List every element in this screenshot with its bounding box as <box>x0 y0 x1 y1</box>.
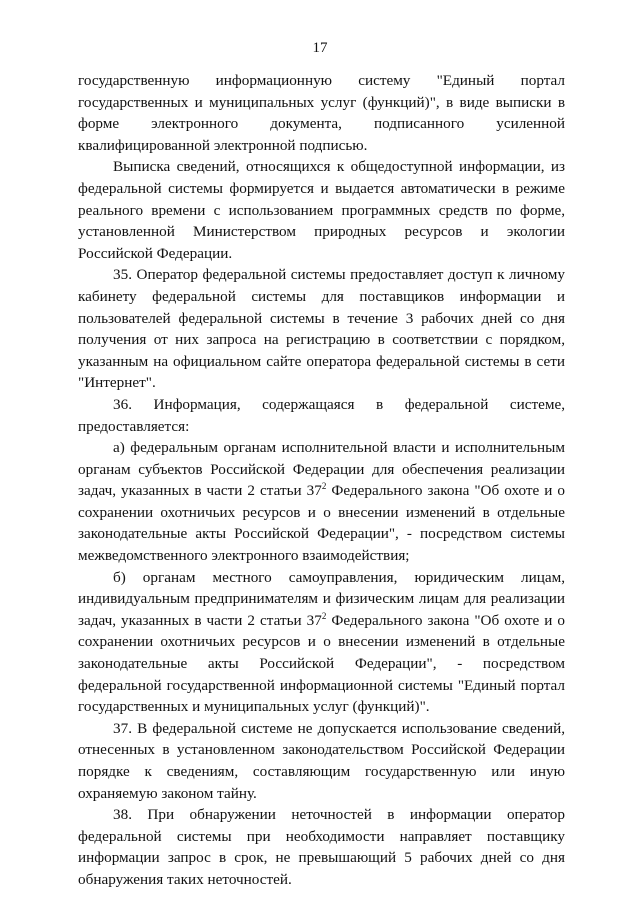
paragraph-35: 35. Оператор федеральной системы предоставляет доступ к личному кабинету федеральной системы для поставщиков информации и пользователей федеральной системы в течение 3 рабочих дней со дня получения от них запроса на регистрацию в соответствии с порядком, указанным на официальном сайте оператора федеральной системы в сети "Интернет". <box>78 266 565 392</box>
paragraph-36-b-text-1: б) органам местного самоуправления, юридическим лицам, индивидуальным предпринимателям и физическим лицам для реализации задач, указанных в части 2 статьи 37 <box>78 568 565 629</box>
paragraph-36: 36. Информация, содержащаяся в федеральной системе, предоставляется: <box>78 395 565 435</box>
paragraph-36-b <box>78 567 565 718</box>
paragraph-36-a <box>78 437 565 567</box>
page-number: 17 <box>312 40 328 56</box>
paragraph-37: 37. В федеральной системе не допускается использование сведений, отнесенных в установленном законодательством Российской Федерации порядке к сведениям, составляющим государственную или иную охраняемую законом тайну. <box>78 719 565 802</box>
paragraph-36-a-text-1: а) федеральным органам исполнительной власти и исполнительным органам субъектов Российской Федерации для обеспечения реализации задач, указанных в части 2 статьи 37 <box>78 439 565 500</box>
paragraph-38: 38. При обнаружении неточностей в информации оператор федеральной системы при необходимости направляет поставщику информации запрос в срок, не превышающий 5 рабочих дней со дня обнаружения таких неточностей. <box>78 806 565 888</box>
paragraph-extract-info: Выписка сведений, относящихся к общедоступной информации, из федеральной системы формируется и выдается автоматически в режиме реального времени с использованием программных средств по форме, установленной Министерством природных ресурсов и экологии Российской Федерации. <box>78 158 565 262</box>
document-body <box>78 70 565 891</box>
paragraph-36-b-text-2: Федерального закона "Об охоте и о сохранении охотничьих ресурсов и о внесении изменений в отдельные законодательные акты Российской Федерации", - посредством федеральной государственной информационной системы "Единый портал государственных и муниципальных услуг (функций)". <box>78 611 565 716</box>
superscript-2: 2 <box>321 481 327 492</box>
superscript-2: 2 <box>321 610 327 621</box>
paragraph-continuation: государственную информационную систему "Единый портал государственных и муниципальных услуг (функций)", в виде выписки в форме электронного документа, подписанного усиленной квалифицированной электронной подписью. <box>78 72 565 154</box>
paragraph-36-a-text-2: Федерального закона "Об охоте и о сохранении охотничьих ресурсов и о внесении изменений в отдельные законодательные акты Российской Федерации", - посредством системы межведомственного электронного взаимодействия; <box>78 482 565 565</box>
